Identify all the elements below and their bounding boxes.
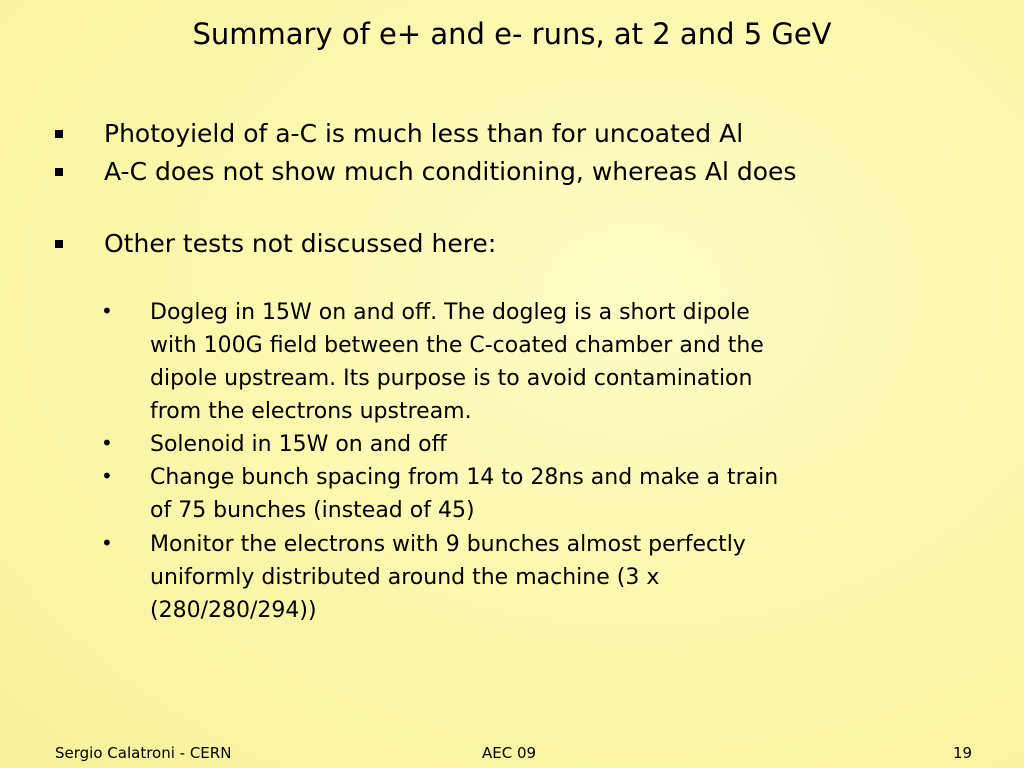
sub-bullet-line: Dogleg in 15W on and off. The dogleg is a short dipole	[150, 300, 750, 325]
footer-event: AEC 09	[482, 744, 537, 762]
slide-title: Summary of e+ and e- runs, at 2 and 5 GeV	[192, 17, 832, 51]
main-bullet-text: Photoyield of a-C is much less than for uncoated Al	[104, 119, 744, 148]
main-bullet-text: Other tests not discussed here:	[104, 229, 497, 258]
sub-bullet-line: dipole upstream. Its purpose is to avoid contamination	[150, 366, 753, 391]
main-bullet-text: A-C does not show much conditioning, whereas Al does	[104, 157, 797, 186]
dot-bullet-icon: •	[101, 464, 113, 488]
sub-bullet-line: from the electrons upstream.	[150, 399, 472, 424]
sub-bullet-line: Solenoid in 15W on and off	[150, 432, 447, 457]
dot-bullet-icon: •	[101, 299, 113, 323]
sub-bullet-line: uniformly distributed around the machine (3 x	[150, 565, 660, 590]
sub-bullet-line: (280/280/294))	[150, 598, 317, 623]
dot-bullet-icon: •	[101, 531, 113, 555]
footer-author: Sergio Calatroni - CERN	[55, 744, 232, 762]
sub-bullet-line: with 100G field between the C-coated chamber and the	[150, 333, 764, 358]
sub-bullet-line: of 75 bunches (instead of 45)	[150, 498, 475, 523]
sub-bullet-line: Change bunch spacing from 14 to 28ns and make a train	[150, 465, 779, 490]
footer-page-number: 19	[953, 744, 973, 762]
dot-bullet-icon: •	[101, 431, 113, 455]
sub-bullet-line: Monitor the electrons with 9 bunches almost perfectly	[150, 532, 746, 557]
